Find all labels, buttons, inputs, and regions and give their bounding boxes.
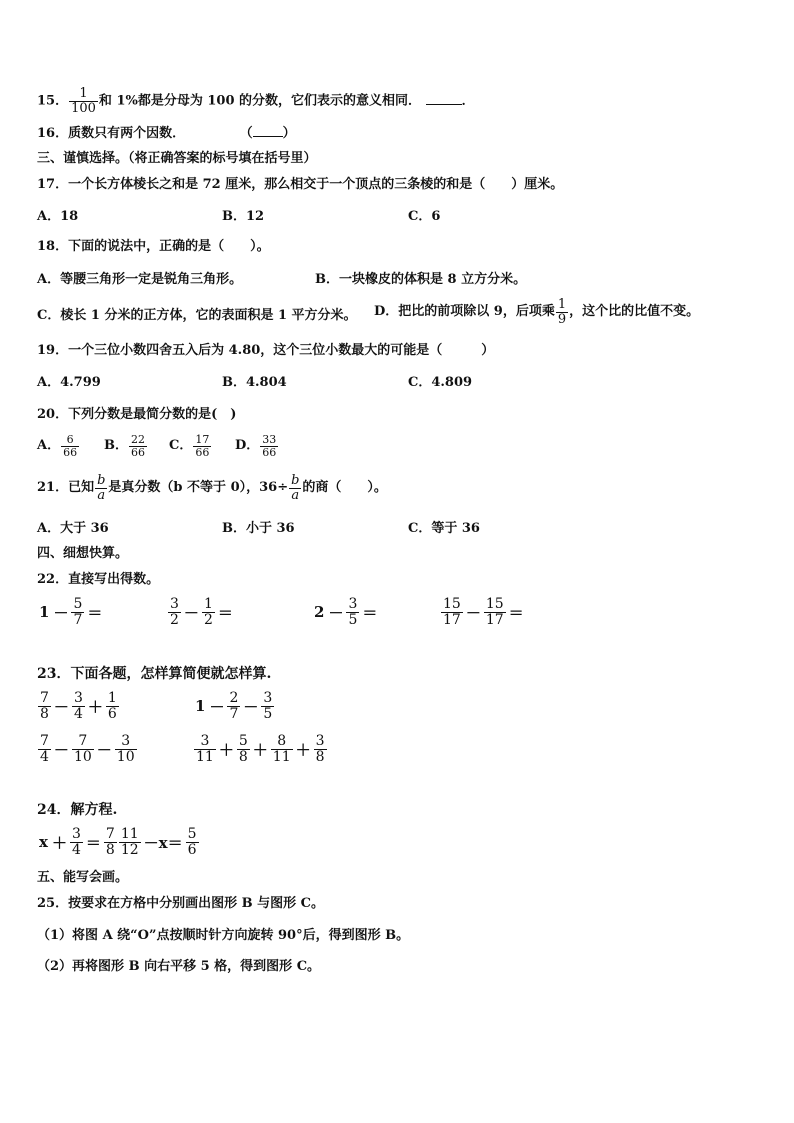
- fraction: $\frac{3}{5}$: [348, 596, 358, 628]
- option-b[interactable]: B．一块橡皮的体积是 8 立方分米。: [315, 272, 527, 287]
- fraction: $\frac{b}{a}$: [97, 473, 106, 503]
- question-24: 24．解方程.: [37, 802, 118, 818]
- option-a[interactable]: A．大于 36: [37, 521, 109, 536]
- fraction: $\frac{22}{66}$: [131, 433, 145, 459]
- question-text: 质数只有两个因数．: [68, 126, 186, 141]
- expression-8: $\frac{3}{11}$ ＋ $\frac{5}{8}$ ＋ $\frac{8}{11}$ ＋ $\frac{3}{8}$: [196, 733, 325, 765]
- option-c[interactable]: C． $\frac{17}{66}$: [169, 433, 210, 459]
- question-number: 15．: [37, 93, 69, 109]
- option-b[interactable]: B．4.804: [222, 375, 287, 390]
- expression-6: 1 － $\frac{2}{7}$ － $\frac{3}{5}$: [195, 690, 273, 722]
- fraction: $\frac{1}{2}$: [203, 596, 213, 628]
- fraction: $\frac{3}{2}$: [170, 596, 179, 628]
- option-b[interactable]: B．小于 36: [222, 521, 295, 536]
- sub-question-1: （1）将图 A 绕“O”点按顺时针方向旋转 90°后，得到图形 B。: [37, 928, 410, 943]
- option-c[interactable]: C．4.809: [408, 375, 473, 390]
- option-a[interactable]: A．18: [37, 209, 79, 224]
- option-a[interactable]: A．4.799: [37, 375, 101, 390]
- question-19: 19．一个三位小数四舍五入后为 4.80，这个三位小数最大的可能是（ ）: [37, 343, 495, 358]
- question-21: 21．已知 $\frac{b}{a}$ 是真分数（b 不等于 0），36÷ $\frac{b}{a}$ 的商（ ）。: [37, 473, 387, 503]
- expression-1: 1 － $\frac{5}{7}$ ＝: [39, 596, 103, 628]
- question-23: 23．下面各题，怎样算简便就怎样算.: [37, 666, 272, 682]
- fraction: $\frac{17}{66}$: [195, 433, 210, 459]
- expression-7: $\frac{7}{4}$ － $\frac{7}{10}$ － $\frac{3}{10}$: [40, 733, 135, 765]
- expression-3: 2 － $\frac{3}{5}$ ＝: [314, 596, 378, 628]
- option-a[interactable]: A．等腰三角形一定是锐角三角形。: [37, 272, 243, 287]
- fraction: $\frac{5}{7}$: [73, 596, 83, 628]
- question-17: 17．一个长方体棱长之和是 72 厘米，那么相交于一个顶点的三条棱的和是（ ）厘米。: [37, 177, 564, 192]
- question-25: 25．按要求在方格中分别画出图形 B 与图形 C。: [37, 896, 325, 911]
- question-15: 15． $\frac{1}{100}$ 和 1%都是分母为 100 的分数，它们表示的意义相同． ．: [37, 86, 475, 116]
- answer-blank[interactable]: [253, 124, 283, 137]
- question-text: 和 1%都是分母为 100 的分数，它们表示的意义相同．: [98, 93, 422, 109]
- question-18: 18．下面的说法中，正确的是（ ）。: [37, 239, 270, 254]
- fraction: $\frac{6}{66}$: [63, 433, 78, 459]
- option-c[interactable]: C．等于 36: [408, 521, 480, 536]
- section-heading-4: 四、细想快算。: [37, 546, 129, 561]
- sub-question-2: （2）再将图形 B 向右平移 5 格，得到图形 C。: [37, 959, 321, 974]
- expression-2: $\frac{3}{2}$ － $\frac{1}{2}$ ＝: [170, 596, 233, 628]
- option-b[interactable]: B． $\frac{22}{66}$: [104, 433, 145, 459]
- option-d[interactable]: D．把比的前项除以 9，后项乘 $\frac{1}{9}$ ，这个比的比值不变。: [374, 297, 700, 327]
- option-c[interactable]: C．棱长 1 分米的正方体，它的表面积是 1 平方分米。: [37, 308, 357, 323]
- section-heading-3: 三、谨慎选择。（将正确答案的标号填在括号里）: [37, 151, 317, 166]
- equation: x ＋ $\frac{3}{4}$ ＝ $\frac{7}{8}$ $\frac{11}{12}$ －x＝ $\frac{5}{6}$: [39, 826, 197, 858]
- expression-4: $\frac{15}{17}$ － $\frac{15}{17}$ ＝: [443, 596, 524, 628]
- expression-5: $\frac{7}{8}$ － $\frac{3}{4}$ ＋ $\frac{1}{6}$: [40, 690, 117, 722]
- question-20: 20．下列分数是最简分数的是( ): [37, 407, 237, 422]
- option-c[interactable]: C．6: [408, 209, 441, 224]
- section-heading-5: 五、能写会画。: [37, 870, 129, 885]
- option-a[interactable]: A． $\frac{6}{66}$: [37, 433, 78, 459]
- question-16: 16．质数只有两个因数． （ ）: [37, 126, 296, 141]
- fraction: $\frac{1}{9}$: [557, 297, 567, 327]
- fraction: $\frac{15}{17}$: [443, 596, 461, 628]
- option-d[interactable]: D． $\frac{33}{66}$: [235, 433, 277, 459]
- fraction: $\frac{b}{a}$: [291, 473, 300, 503]
- answer-blank[interactable]: [426, 92, 462, 105]
- question-22: 22．直接写出得数。: [37, 572, 160, 587]
- fraction: $\frac{15}{17}$: [485, 596, 504, 628]
- fraction: $\frac{1}{100}$: [71, 86, 96, 116]
- option-b[interactable]: B．12: [222, 209, 265, 224]
- fraction: $\frac{33}{66}$: [262, 433, 277, 459]
